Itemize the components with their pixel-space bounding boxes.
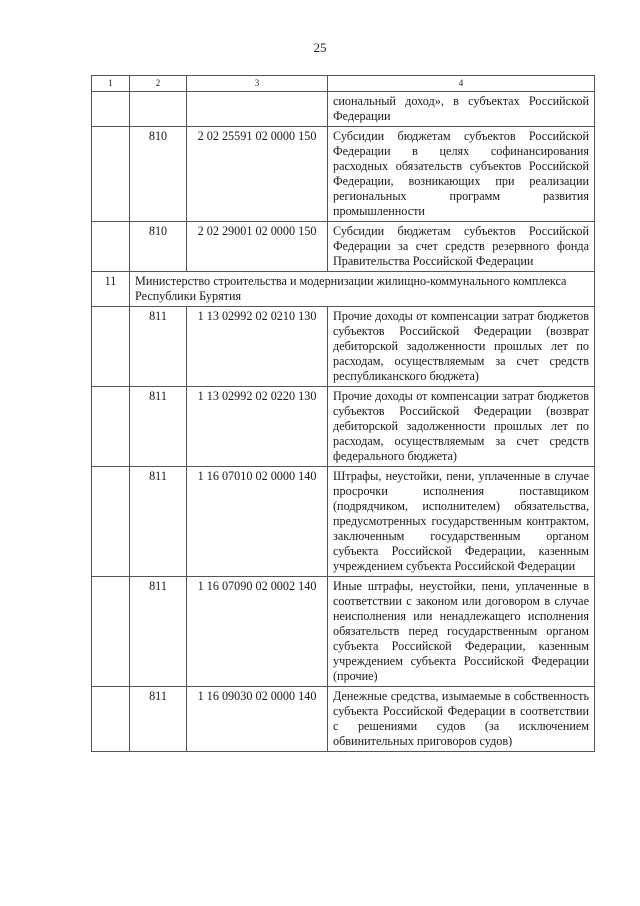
row-number-cell (92, 92, 130, 127)
admin-code-cell: 811 (130, 577, 187, 687)
description-cell: Денежные средства, изымаемые в собственность субъекта Российской Федерации в соответствии с решениями судов (за исключением обвинительных приговоров судов) (328, 687, 595, 752)
row-number-cell (92, 307, 130, 387)
page-number: 25 (313, 40, 327, 55)
ministry-row (92, 272, 595, 307)
description-cell: Субсидии бюджетам субъектов Российской Федерации за счет средств резервного фонда Правительства Российской Федерации (328, 222, 595, 272)
row-number-cell (92, 687, 130, 752)
admin-code-cell: 810 (130, 222, 187, 272)
admin-code-cell (130, 92, 187, 127)
row-number-cell (92, 127, 130, 222)
row-number-cell (92, 467, 130, 577)
revenue-code-cell: 2 02 29001 02 0000 150 (187, 222, 328, 272)
header-cell-3: 3 (187, 76, 328, 92)
revenue-code-cell: 2 02 25591 02 0000 150 (187, 127, 328, 222)
ministry-number: 11 (92, 272, 130, 307)
admin-code-cell: 811 (130, 387, 187, 467)
table-row (92, 222, 595, 272)
revenue-code-cell: 1 16 07010 02 0000 140 (187, 467, 328, 577)
description-cell: сиональный доход», в субъектах Российской Федерации (328, 92, 595, 127)
revenue-code-cell: 1 13 02992 02 0220 130 (187, 387, 328, 467)
table-row (92, 687, 595, 752)
admin-code-cell: 810 (130, 127, 187, 222)
table-row (92, 127, 595, 222)
header-cell-1: 1 (92, 76, 130, 92)
table-row (92, 467, 595, 577)
header-cell-2: 2 (130, 76, 187, 92)
row-number-cell (92, 577, 130, 687)
row-number-cell (92, 222, 130, 272)
header-cell-4: 4 (328, 76, 595, 92)
revenue-code-cell: 1 13 02992 02 0210 130 (187, 307, 328, 387)
revenue-code-cell: 1 16 09030 02 0000 140 (187, 687, 328, 752)
description-cell: Прочие доходы от компенсации затрат бюджетов субъектов Российской Федерации (возврат дебиторской задолженности прошлых лет по расходам, осуществляемым за счет средств федерального бюджета) (328, 387, 595, 467)
table-row (92, 92, 595, 127)
table-row (92, 307, 595, 387)
revenue-code-cell: 1 16 07090 02 0002 140 (187, 577, 328, 687)
table-row (92, 577, 595, 687)
ministry-name: Министерство строительства и модернизации жилищно-коммунального комплекса Республики Бурятия (130, 272, 595, 307)
description-cell: Штрафы, неустойки, пени, уплаченные в случае просрочки исполнения поставщиком (подрядчиком, исполнителем) обязательства, предусмотренных государственным контрактом, заключенным государственным органом субъекта Российской Федерации, казенным учреждением субъекта Российской Федерации (328, 467, 595, 577)
header-row (92, 76, 595, 92)
admin-code-cell: 811 (130, 307, 187, 387)
description-cell: Прочие доходы от компенсации затрат бюджетов субъектов Российской Федерации (возврат дебиторской задолженности прошлых лет по расходам, осуществляемым за счет средств республиканского бюджета) (328, 307, 595, 387)
revenue-codes-table (91, 75, 595, 752)
description-cell: Субсидии бюджетам субъектов Российской Федерации в целях софинансирования расходных обязательств субъектов Российской Федерации, возникающих при реализации региональных программ развития промышленности (328, 127, 595, 222)
row-number-cell (92, 387, 130, 467)
revenue-code-cell (187, 92, 328, 127)
description-cell: Иные штрафы, неустойки, пени, уплаченные в соответствии с законом или договором в случае неисполнения или ненадлежащего исполнения обязательств перед государственным органом субъекта Российской Федерации, казенным учреждением субъекта Российской Федерации (прочие) (328, 577, 595, 687)
admin-code-cell: 811 (130, 467, 187, 577)
table-row (92, 387, 595, 467)
admin-code-cell: 811 (130, 687, 187, 752)
